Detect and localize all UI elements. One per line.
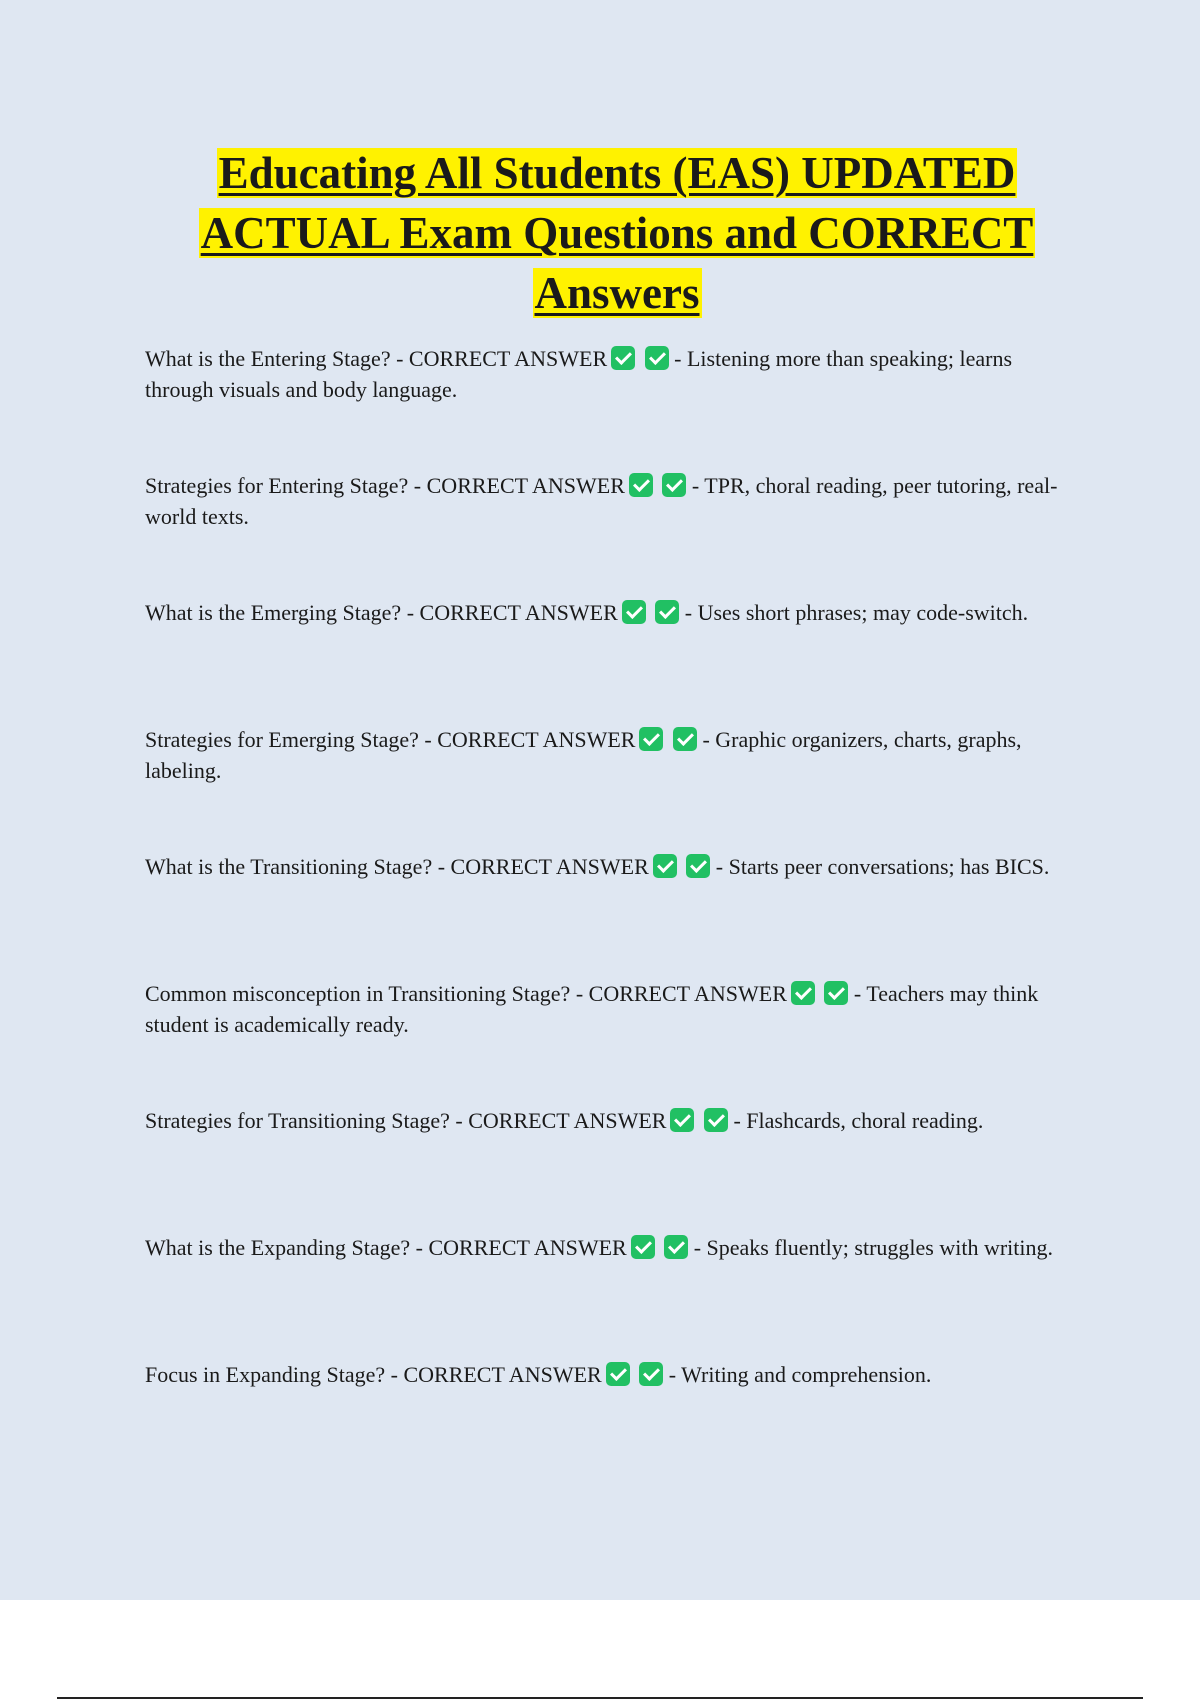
check-mark-icon: [791, 981, 815, 1005]
check-mark-icon: [629, 473, 653, 497]
document-title: [60, 143, 1174, 323]
qa-item: [145, 470, 1075, 597]
qa-answer: - Flashcards, choral reading.: [733, 1108, 984, 1133]
qa-answer: - Graphic organizers, charts, graphs, labeling.: [145, 727, 1022, 783]
check-mark-icon: [653, 854, 677, 878]
qa-item: [145, 1232, 1075, 1359]
footer-divider: [57, 1697, 1143, 1699]
check-mark-icon: [662, 473, 686, 497]
check-mark-icon: [639, 1362, 663, 1386]
title-line-3: Answers: [534, 268, 700, 318]
check-mark-icon: [824, 981, 848, 1005]
check-mark-icon: [611, 346, 635, 370]
qa-answer: - Teachers may think student is academically ready.: [145, 981, 1039, 1037]
title-line-2: ACTUAL Exam Questions and CORRECT: [200, 208, 1034, 258]
qa-question: What is the Entering Stage? - CORRECT ANSWER: [145, 346, 608, 371]
qa-answer: - Listening more than speaking; learns through visuals and body language.: [145, 346, 1013, 402]
qa-question: Strategies for Emerging Stage? - CORRECT ANSWER: [145, 727, 636, 752]
qa-list: [145, 343, 1075, 1486]
qa-answer: - Uses short phrases; may code-switch.: [684, 600, 1029, 625]
check-mark-icon: [673, 727, 697, 751]
qa-question: What is the Transitioning Stage? - CORRECT ANSWER: [145, 854, 649, 879]
check-mark-icon: [655, 600, 679, 624]
qa-question: Common misconception in Transitioning Stage? - CORRECT ANSWER: [145, 981, 787, 1006]
qa-item: [145, 597, 1075, 724]
check-mark-icon: [664, 1235, 688, 1259]
check-mark-icon: [606, 1362, 630, 1386]
qa-answer: - Writing and comprehension.: [668, 1362, 932, 1387]
qa-question: Focus in Expanding Stage? - CORRECT ANSWER: [145, 1362, 602, 1387]
qa-question: Strategies for Entering Stage? - CORRECT ANSWER: [145, 473, 625, 498]
qa-item: [145, 978, 1075, 1105]
qa-item: [145, 343, 1075, 470]
check-mark-icon: [670, 1108, 694, 1132]
check-mark-icon: [639, 727, 663, 751]
qa-question: What is the Emerging Stage? - CORRECT ANSWER: [145, 600, 618, 625]
qa-item: [145, 1105, 1075, 1232]
qa-item: [145, 724, 1075, 851]
qa-answer: - Starts peer conversations; has BICS.: [715, 854, 1050, 879]
qa-item: [145, 851, 1075, 978]
qa-answer: - Speaks fluently; struggles with writing.: [693, 1235, 1054, 1260]
check-mark-icon: [645, 346, 669, 370]
qa-item: [145, 1359, 1075, 1486]
check-mark-icon: [631, 1235, 655, 1259]
check-mark-icon: [686, 854, 710, 878]
qa-question: What is the Expanding Stage? - CORRECT ANSWER: [145, 1235, 627, 1260]
check-mark-icon: [704, 1108, 728, 1132]
check-mark-icon: [622, 600, 646, 624]
qa-answer: - TPR, choral reading, peer tutoring, real-world texts.: [145, 473, 1058, 529]
qa-question: Strategies for Transitioning Stage? - CORRECT ANSWER: [145, 1108, 667, 1133]
title-line-1: Educating All Students (EAS) UPDATED: [218, 148, 1016, 198]
